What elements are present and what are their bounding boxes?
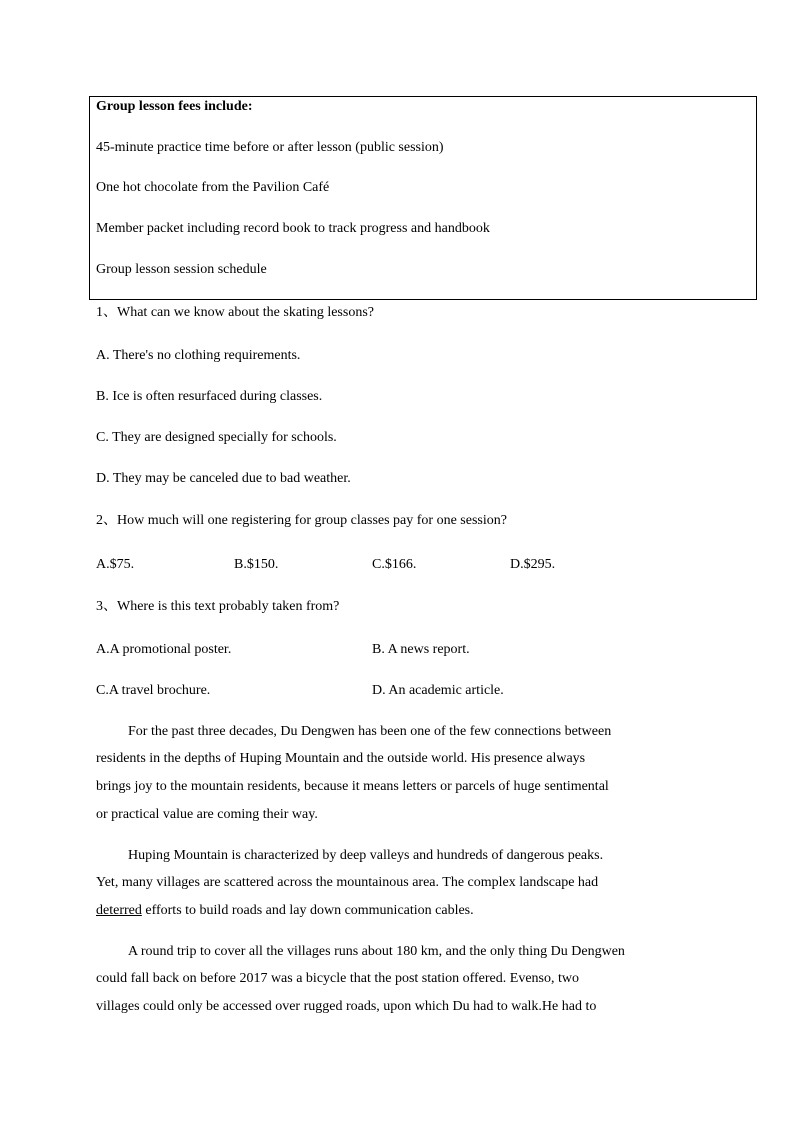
fee-item: One hot chocolate from the Pavilion Café bbox=[96, 180, 330, 195]
passage-line: could fall back on before 2017 was a bicycle that the post station offered. Evenso, two bbox=[96, 971, 579, 986]
question-2-option-a: A.$75. bbox=[96, 557, 135, 572]
passage-line: or practical value are coming their way. bbox=[96, 807, 318, 822]
passage-line: Huping Mountain is characterized by deep valleys and hundreds of dangerous peaks. bbox=[128, 848, 604, 863]
question-1-option-c: C. They are designed specially for schools. bbox=[96, 430, 337, 445]
passage-line: For the past three decades, Du Dengwen has been one of the few connections between bbox=[128, 724, 612, 739]
passage-line: Yet, many villages are scattered across the mountainous area. The complex landscape had bbox=[96, 875, 599, 890]
question-3-option-b: B. A news report. bbox=[372, 642, 470, 657]
passage-line bbox=[96, 904, 474, 918]
question-3-option-a: A.A promotional poster. bbox=[96, 642, 232, 657]
passage-line: brings joy to the mountain residents, because it means letters or parcels of huge sentimental bbox=[96, 779, 609, 794]
question-1-option-a: A. There's no clothing requirements. bbox=[96, 348, 301, 363]
passage-line: A round trip to cover all the villages runs about 180 km, and the only thing Du Dengwen bbox=[128, 944, 625, 959]
question-1-option-b: B. Ice is often resurfaced during classes. bbox=[96, 389, 323, 404]
passage-line: residents in the depths of Huping Mountain and the outside world. His presence always bbox=[96, 751, 586, 766]
question-3-option-d: D. An academic article. bbox=[372, 683, 504, 698]
fee-item: Member packet including record book to track progress and handbook bbox=[96, 221, 490, 236]
fee-item: Group lesson session schedule bbox=[96, 262, 267, 277]
question-2-option-b: B.$150. bbox=[234, 557, 279, 572]
fee-item: 45-minute practice time before or after lesson (public session) bbox=[96, 140, 444, 155]
question-2-option-d: D.$295. bbox=[510, 557, 556, 572]
question-1-option-d: D. They may be canceled due to bad weather. bbox=[96, 471, 351, 486]
question-1-stem: 1、What can we know about the skating lessons? bbox=[96, 305, 374, 320]
passage-line-rest: efforts to build roads and lay down communication cables. bbox=[141, 903, 474, 918]
underlined-word: deterred bbox=[96, 903, 142, 918]
question-3-option-c: C.A travel brochure. bbox=[96, 683, 211, 698]
question-2-stem: 2、How much will one registering for group classes pay for one session? bbox=[96, 513, 507, 528]
passage-line: villages could only be accessed over rugged roads, upon which Du had to walk.He had to bbox=[96, 999, 597, 1014]
fee-box-heading: Group lesson fees include: bbox=[96, 99, 253, 114]
question-2-option-c: C.$166. bbox=[372, 557, 417, 572]
question-3-stem: 3、Where is this text probably taken from? bbox=[96, 599, 340, 614]
